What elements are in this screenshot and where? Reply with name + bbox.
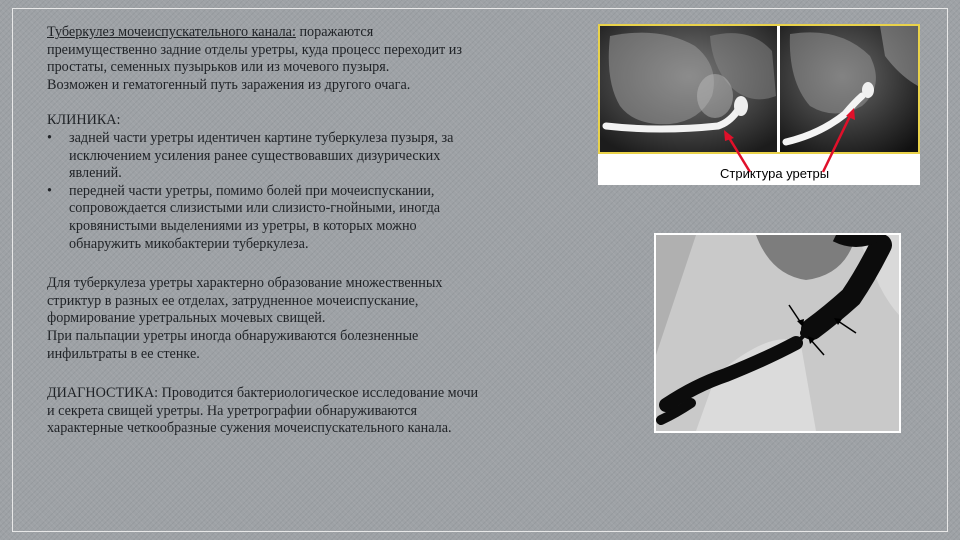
bullet-line: явлений. <box>69 165 122 182</box>
figure-caption: Стриктура уретры <box>720 166 830 181</box>
intro-first-line <box>47 24 602 42</box>
stricture-line: Для туберкулеза уретры характерно образование множественных <box>47 275 443 292</box>
urethrogram-closeup <box>654 233 901 433</box>
bullet-line: исключением усиления ранее существовавших дизурических <box>69 147 441 164</box>
diagnostics-line: характерные четкообразные сужения мочеиспускательного канала. <box>47 420 452 437</box>
bullet-line: передней части уретры, помимо болей при мочеиспускании, <box>69 182 435 199</box>
diagnostics-first-line <box>47 385 602 403</box>
stricture-line: При пальпации уретры иногда обнаруживаются болезненные <box>47 327 419 344</box>
clinic-bullet-1 <box>47 130 602 183</box>
urethrogram-figure <box>598 24 920 185</box>
stricture-line: инфильтраты в ее стенке. <box>47 345 200 362</box>
intro-lead-rest: поражаются <box>295 24 374 40</box>
clinic-bullet-2 <box>47 183 602 253</box>
bullet-dot: • <box>47 129 52 146</box>
intro-line: Возможен и гематогенный путь заражения из другого очага. <box>47 76 411 93</box>
section-title: Туберкулез мочеиспускательного канала: <box>47 24 296 40</box>
arrowhead-right-icon <box>846 108 855 120</box>
text-column <box>47 24 602 438</box>
stricture-line: стриктур в разных ее отделах, затрудненное мочеиспускание, <box>47 292 419 309</box>
closeup-xray <box>656 235 899 431</box>
bullet-text <box>69 183 602 253</box>
arrowhead-left-icon <box>724 130 734 141</box>
intro-line: преимущественно задние отделы уретры, куда процесс переходит из <box>47 41 462 58</box>
diagnostics-line: и секрета свищей уретры. На уретрографии обнаруживаются <box>47 402 418 419</box>
spacer <box>47 253 602 275</box>
bullet-line: задней части уретры идентичен картине туберкулеза пузыря, за <box>69 129 454 146</box>
spacer <box>47 363 602 385</box>
bullet-dot: • <box>47 182 52 199</box>
bullet-line: кровянистыми выделениями из уретры, в которых можно <box>69 217 417 234</box>
bullet-line: обнаружить микобактерии туберкулеза. <box>69 235 309 252</box>
stricture-arrows <box>598 24 920 185</box>
clinic-heading: КЛИНИКА: <box>47 112 121 129</box>
bullet-line: сопровождается слизистыми или слизисто-гнойными, иногда <box>69 200 441 217</box>
bullet-text <box>69 130 602 183</box>
diagnostics-heading: ДИАГНОСТИКА: <box>47 385 159 402</box>
spacer <box>47 94 602 112</box>
diagnostics-rest: Проводится бактериологическое исследование мочи <box>158 385 479 402</box>
intro-line: простаты, семенных пузырьков или из мочевого пузыря. <box>47 59 390 76</box>
arrow-right <box>823 116 850 172</box>
stricture-line: формирование уретральных мочевых свищей. <box>47 310 326 327</box>
